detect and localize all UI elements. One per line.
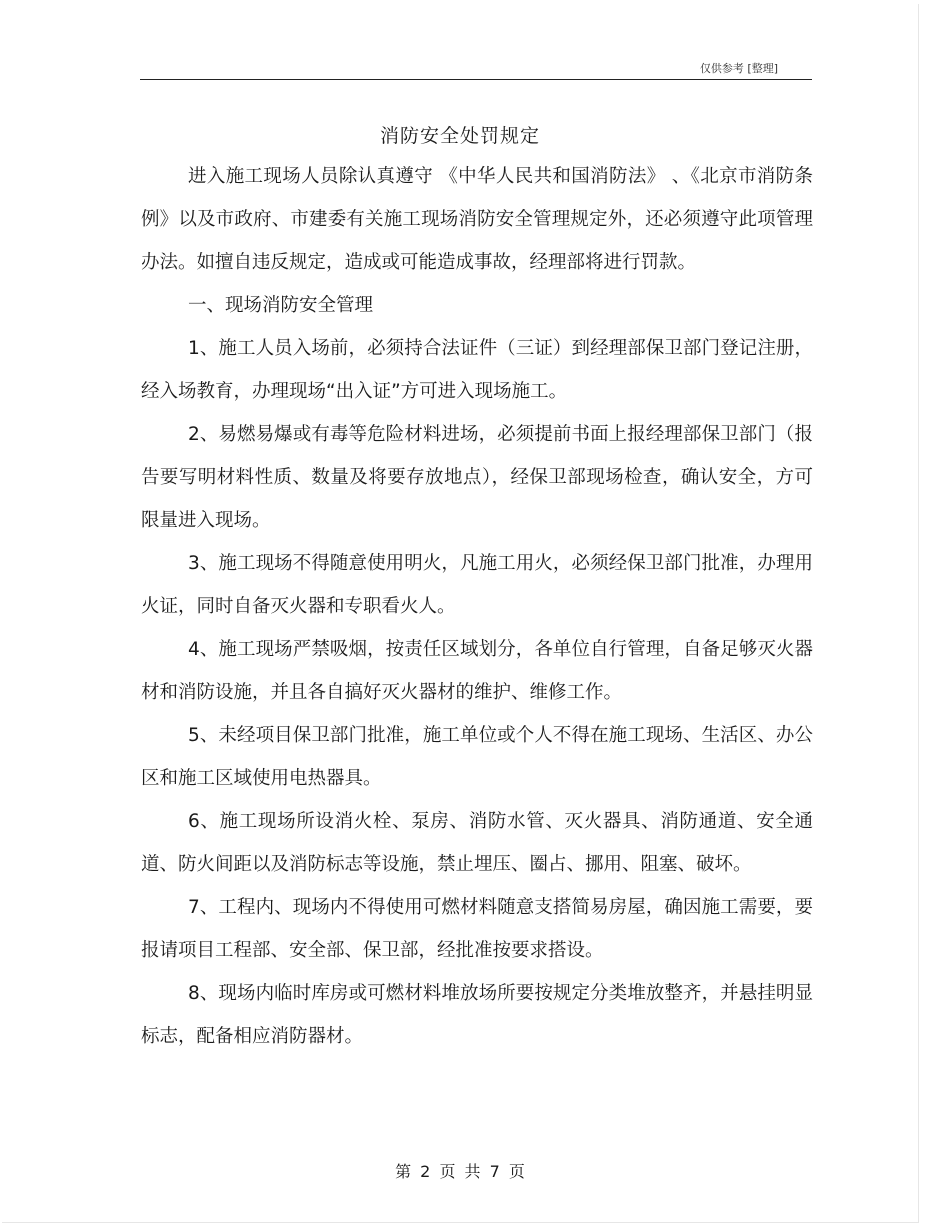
header-note: 仅供参考 [整理] bbox=[699, 62, 778, 75]
section-heading: 一、现场消防安全管理 bbox=[188, 295, 374, 316]
document-body bbox=[141, 155, 813, 1058]
rule-item-1: 1、施工人员入场前，必须持合法证件（三证）到经理部保卫部门登记注册，经入场教育，办理现场“出入证”方可进入现场施工。 bbox=[141, 338, 813, 402]
document-title: 消防安全处罚规定 bbox=[379, 125, 540, 147]
rule-item-2: 2、易燃易爆或有毒等危险材料进场，必须提前书面上报经理部保卫部门（报告要写明材料性质、数量及将要存放地点），经保卫部现场检查，确认安全，方可限量进入现场。 bbox=[141, 424, 813, 531]
rule-item-8: 8、现场内临时库房或可燃材料堆放场所要按规定分类堆放整齐，并悬挂明显标志，配备相应消防器材。 bbox=[141, 983, 813, 1047]
rule-item-3: 3、施工现场不得随意使用明火，凡施工用火，必须经保卫部门批准，办理用火证，同时自备灭火器和专职看火人。 bbox=[141, 553, 813, 617]
header-divider bbox=[140, 79, 812, 80]
rule-item-6: 6、施工现场所设消火栓、泵房、消防水管、灭火器具、消防通道、安全通道、防火间距以及消防标志等设施，禁止埋压、圈占、挪用、阻塞、破坏。 bbox=[141, 811, 813, 875]
rule-item-4: 4、施工现场严禁吸烟，按责任区域划分，各单位自行管理，自备足够灭火器材和消防设施，并且各自搞好灭火器材的维护、维修工作。 bbox=[141, 639, 813, 703]
document-page bbox=[2, 4, 919, 1223]
rule-item-5: 5、未经项目保卫部门批准，施工单位或个人不得在施工现场、生活区、办公区和施工区域使用电热器具。 bbox=[141, 725, 813, 789]
page-number: 第 2 页 共 7 页 bbox=[395, 1162, 525, 1181]
rule-item-7: 7、工程内、现场内不得使用可燃材料随意支搭简易房屋，确因施工需要，要报请项目工程部、安全部、保卫部，经批准按要求搭设。 bbox=[141, 897, 813, 961]
intro-paragraph: 进入施工现场人员除认真遵守 《中华人民共和国消防法》 、《北京市消防条例》以及市政府、市建委有关施工现场消防安全管理规定外，还必须遵守此项管理办法。如擅自违反规定，造成或可能造成事故，经理部将进行罚款。 bbox=[141, 166, 813, 273]
